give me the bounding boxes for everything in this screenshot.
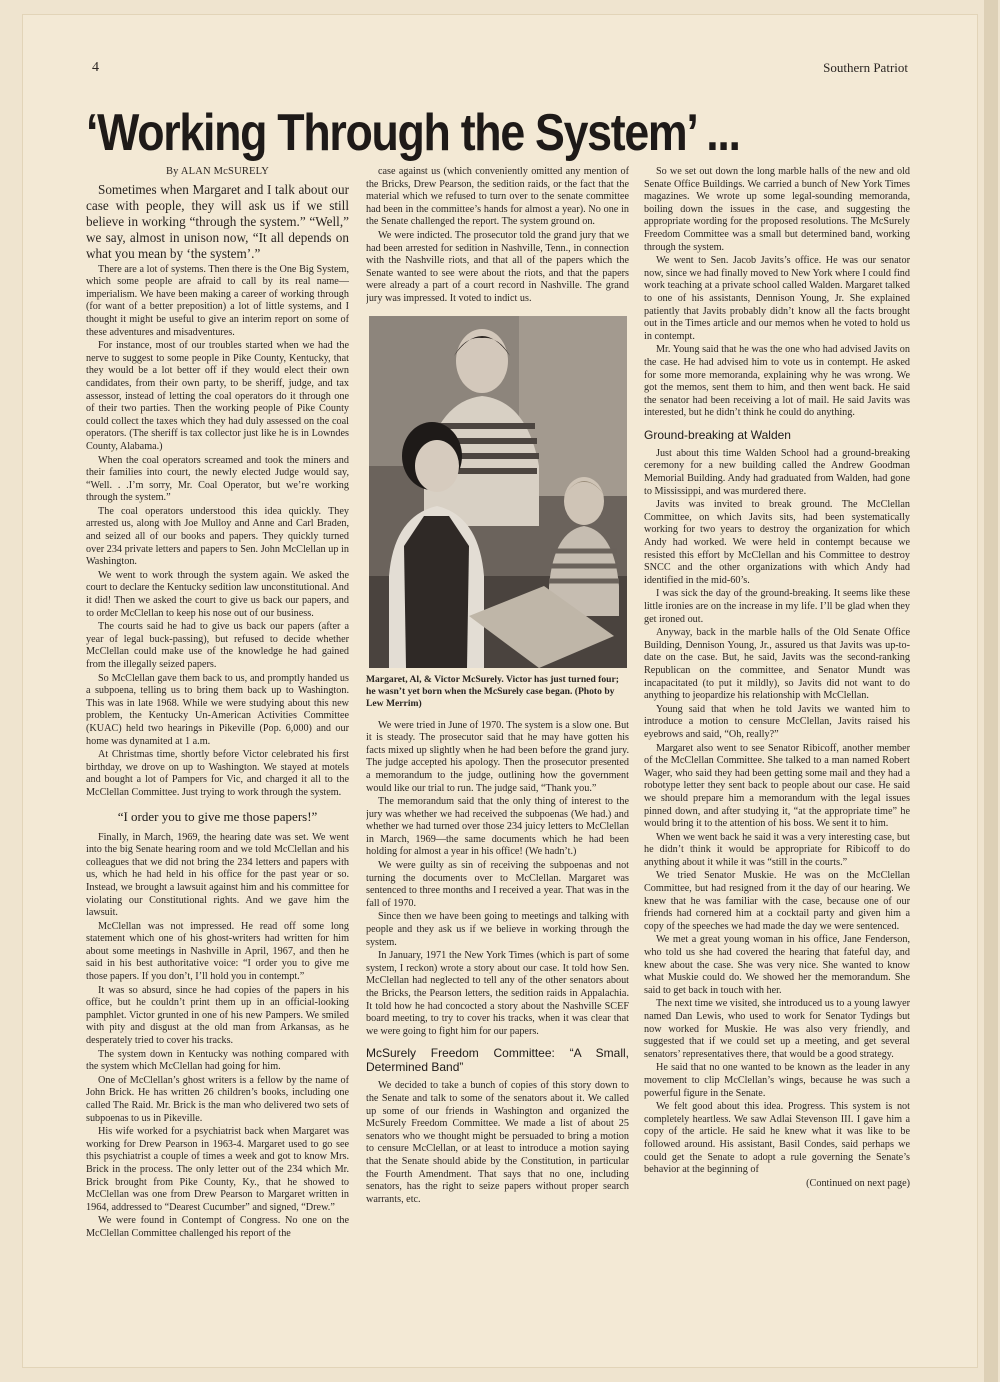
paragraph: The next time we visited, she introduced us to a young lawyer named Dan Lewis, who used to work for Senator Tydings but now worked for Muskie. He was also very friendly, and suggested that if we could set up a meeting, and get several senators’ representatives there, that would be a good strategy. xyxy=(644,998,910,1060)
paragraph: The memorandum said that the only thing of interest to the jury was whether we had received the subpoenas (We had.) and whether we had turned over those 234 juicy letters to McClellan in March, 1969—the same documents which he had been holding for almost a year in his office! (We hadn’t.) xyxy=(366,796,629,858)
family-photo xyxy=(369,316,627,668)
family-photo-illustration xyxy=(369,316,627,668)
paragraph: For instance, most of our troubles started when we had the nerve to suggest to some people in Pike County, Kentucky, that they would be a lot better off if they would elect their own candidates, from their own party, to be sheriff, judge, and tax assessor, instead of letting the coal operators do it through one of their two parties. Then the working people of Pike County could collect the taxes which they had duly assessed on the coal operators. (The sheriff is tax collector just like he is in Lowndes County, Alabama.) xyxy=(86,340,349,452)
paragraph: There are a lot of systems. Then there is the One Big System, which some people are afraid to call by its real name—imperialism. We have been making a career of working through (for want of a better preposition) a lot of little systems, and I thought it might be useful to give an interim report on some of these adventures and misadventures. xyxy=(86,263,349,338)
paragraph: Young said that when he told Javits we wanted him to introduce a motion to censure McClellan, Javits raised his eyebrows and said, “Oh, really?” xyxy=(644,703,910,740)
subheading: “I order you to give me those papers!” xyxy=(117,808,318,824)
continued-note: (Continued on next page) xyxy=(806,1177,910,1189)
byline: By ALAN McSURELY xyxy=(165,166,270,177)
publication-name: Southern Patriot xyxy=(823,60,908,75)
paragraph: Since then we have been going to meetings and talking with people and they ask us if we believe in working through the system. xyxy=(366,911,629,948)
paragraph: It was so absurd, since he had copies of the papers in his office, but he couldn’t print them up in an official-looking pamphlet. Victor grunted in one of his new Pampers. We smiled with pity and disgust at the old man from Arkansas, as he desperately tried to cover his tracks. xyxy=(86,984,349,1047)
paragraph: When we went back he said it was a very interesting case, but he didn’t think it would be appropriate for Ribicoff to do anything about it while it was “still in the courts.” xyxy=(644,831,910,868)
paragraph: We went to work through the system again. We asked the court to declare the Kentucky sedition law unconstitutional. And it did! Then we asked the court to give us back our papers, and to order McClellan to keep his nose out of our business. xyxy=(86,569,349,619)
paragraph: When the coal operators screamed and took the miners and their families into court, the newly elected Judge would say, “Well. . .I’m sorry, Mr. Coal Operator, but we’re working through the system.” xyxy=(86,454,349,504)
headline: ‘Working Through the System’ ... xyxy=(86,104,740,162)
paragraph: I was sick the day of the ground-breaking. It seems like these little ironies are on the increase in my life. I’ll be glad when they get ironed out. xyxy=(644,588,910,625)
column-1 xyxy=(86,166,349,1306)
paragraph: Sometimes when Margaret and I talk about our case with people, they will ask us if we still believe in working “through the system.” “Well,” we say, almost in unison now, “It all depends on what you mean by ‘the system’.” xyxy=(86,181,349,261)
photo-caption: Margaret, Al, & Victor McSurely. Victor has just turned four; he wasn’t yet born when the McSurely case began. (Photo by Lew Merrim) xyxy=(366,673,619,709)
paragraph: We were found in Contempt of Congress. No one on the McClellan Committee challenged his report of the xyxy=(86,1215,349,1239)
page-number: 4 xyxy=(92,60,99,75)
paragraph: One of McClellan’s ghost writers is a fellow by the name of John Brick. He has written 26 children’s books, including one called The Raid. Mr. Brick is the man who delivered two sets of subpoenas to us in Pikeville. xyxy=(86,1074,349,1124)
paragraph: We were guilty as sin of receiving the subpoenas and not turning the documents over to McClellan. Margaret was sentenced to three months and I received a year. That was in the fall of 1970. xyxy=(366,860,629,909)
paragraph: Finally, in March, 1969, the hearing date was set. We went into the big Senate hearing room and we told McClellan and his colleagues that we did not bring the 234 letters and papers with us, which he had held in his office for the past year or so. Instead, we brought a lawsuit against him and his committee for violating our Constitutional rights. And we gave him the lawsuit. xyxy=(86,831,349,919)
paragraph: In January, 1971 the New York Times (which is part of some system, I reckon) wrote a story about our case. It told how Sen. McClellan had neglected to tell any of the other senators about the Bricks, the Pearson letters, the sedition raids in Appalachia. It told how he had concocted a story about the Nashville SCEF board meeting, to try to cover his tracks, when it was clear that we were going to fight him for our papers. xyxy=(366,950,629,1037)
paragraph: The courts said he had to give us back our papers (after a year of legal buck-passing), but refused to decide whether McClellan could make use of the knowledge he had gained from the illegally seized papers. xyxy=(86,621,349,670)
paragraph: His wife worked for a psychiatrist back when Margaret was working for Drew Pearson in 1963-4. Margaret used to go see this psychiatrist a couple of times a week and got to know Mrs. Brick in the process. The only letter out of the 234 which Mr. Brick brought from Pike County, Ky., that he showed to McClellan was one from Drew Pearson to Margaret written in 1964, addressed to “Dearest Cucumber” and signed, “Drew.” xyxy=(86,1126,349,1213)
subheading: McSurely Freedom Committee: “A Small, Determined Band” xyxy=(366,1046,629,1075)
paragraph: We met a great young woman in his office, Jane Fenderson, who told us she had covered the hearing that fateful day, and knew about the case. She was very nice. She wanted to know what Muskie could do. We showed her the memorandum. She said to get back in touch with her. xyxy=(644,934,910,996)
paragraph: We went to Sen. Jacob Javits’s office. He was our senator now, since we had finally moved to New York where I could find work teaching at a private school called Walden. Margaret talked to one of his assistants, Dennison Young, Jr. She explained patiently that Javits probably didn’t know all the facts brought out in the Times article and our memos when he voted to hold us in contempt. xyxy=(644,255,910,342)
paragraph: The coal operators understood this idea quickly. They arrested us, along with Joe Mulloy and Anne and Carl Braden, and seized all of our books and papers. They quickly turned over 234 private letters and papers to Sen. John McClellan up in Washington. xyxy=(86,505,349,568)
paragraph: Margaret also went to see Senator Ribicoff, another member of the McClellan Committee. She talked to a man named Robert Wager, who said they had been getting some mail and they had a robotype letter they sent back to people about our case. He said we should prepare him a memorandum with the legal issues pinned down, and after studying it, “at the appropriate time” he would bring it to the attention of his boss. We sent it to him. xyxy=(644,742,910,830)
page-edge xyxy=(984,0,998,1382)
paragraph: Javits was invited to break ground. The McClellan Committee, on which Javits sits, had been systematically working for two years to destroy the organization for which Andy had worked. We were held in contempt because we resisted this effort by McClellan and his Committee to destroy SNCC and the other organizations with which Andy had identified in the mid-60’s. xyxy=(644,499,910,586)
paragraph: case against us (which conveniently omitted any mention of the Bricks, Drew Pearson, the sedition raids, or the fact that the material which we refused to turn over to the senate committee had been in the committee’s hands for almost a year). No one in the Senate challenged the report. The system ground on. xyxy=(366,166,629,228)
paragraph: McClellan was not impressed. He read off some long statement which one of his ghost-writers had written for him about some meetings in Nashville in April, 1967, and then he said in his best authoritative voice: “I order you to give me those papers. If you don’t, I’ll hold you in contempt.” xyxy=(86,920,349,983)
paragraph: So McClellan gave them back to us, and promptly handed us a subpoena, telling us to bring them back up to Washington. This was in late 1968. While we were studying about this new problem, the Kentucky Un-American Activities Committee (KUAC) held two hearings in Pikeville (Pop. 6,000) and our home was dynamited at 1 a.m. xyxy=(86,672,349,747)
paragraph: We decided to take a bunch of copies of this story down to the Senate and talk to some of the senators about it. We called up some of our friends in Washington and organized the McSurely Freedom Committee. We made a list of about 25 senators who we thought might be persuaded to bring a motion to censure McClellan, or at least to introduce a motion saying that the Senate should abide by the Constitution, in particular the Fourth Amendment. That says that no one, including senators, has the right to seize papers without proper search warrants, etc. xyxy=(366,1080,629,1205)
paragraph: Anyway, back in the marble halls of the Old Senate Office Building, Dennison Young, Jr., assured us that Javits was up-to-date on the case. But, he said, Javits was the second-ranking Republican on the committee, and Senator Mundt was incapacitated (to put it mildly), so Javits did not want to do anything to jeopardize his relationship with McClellan. xyxy=(644,627,910,702)
subheading: Ground-breaking at Walden xyxy=(644,427,791,442)
paragraph: We were tried in June of 1970. The system is a slow one. But it is steady. The prosecutor said that he may have gotten his facts mixed up slightly when he had been before the grand jury. The judge accepted his apology. Then the prosecutor presented a memorandum to the judge, outlining how the government would like our trial to run. The judge said, “Thank you.” xyxy=(366,719,629,794)
column-2 xyxy=(366,166,629,1306)
paragraph: He said that no one wanted to be known as the leader in any movement to clip McClellan’s wings, because he was such a powerful figure in the Senate. xyxy=(644,1062,910,1099)
paragraph: We felt good about this idea. Progress. This system is not completely heartless. We saw Adlai Stevenson III. I gave him a copy of the article. He said he knew what it was like to be followed around. His assistant, Basil Condes, said perhaps we could get the Senate to adopt a rule governing the Senate’s behavior at the beginning of xyxy=(644,1101,910,1176)
paragraph: At Christmas time, shortly before Victor celebrated his first birthday, we drove on up to Washington. We stayed at motels and bought a lot of Pampers for Vic, and charged it all to the McClellan Committee. Just trying to work through the system. xyxy=(86,749,349,798)
paragraph: Mr. Young said that he was the one who had advised Javits on the case. He had advised him to vote us in contempt. He asked for some more memoranda, explaining why he was wrong. We got the memos, sent them to him, and then went back. He said the senator had been receiving a lot of mail. He said Javits was interested, but he didn’t think he could do anything. xyxy=(644,344,910,419)
paragraph: We were indicted. The prosecutor told the grand jury that we had been arrested for sedition in Nashville, Tenn., in connection with the Nashville riots, and that all of the papers which the Senate wanted to see were about the riots, and that the papers were already a part of a court record in Nashville. The grand jury was impressed. It voted to indict us. xyxy=(366,229,629,304)
paragraph: The system down in Kentucky was nothing compared with the system which McClellan had going for him. xyxy=(86,1048,349,1073)
paragraph: We tried Senator Muskie. He was on the McClellan Committee, but had resigned from it the day of our hearing. We knew that he was familiar with the case, because one of our friends had cornered him at a cocktail party and given him a copy of the speeches we had made the day we were sentenced. xyxy=(644,870,910,932)
paragraph: So we set out down the long marble halls of the new and old Senate Office Buildings. We carried a bunch of New York Times magazines. We wrote up some legal-sounding memoranda, boiling down the issues in the case, and suggesting the appropriate wording for the proposed resolutions. The McSurely Freedom Committee was a small but determined band, working through the system. xyxy=(644,166,910,253)
column-3 xyxy=(644,166,910,1306)
paragraph: Just about this time Walden School had a ground-breaking ceremony for a new building called the Andrew Goodman Memorial Building. Andy had graduated from Walden, had gone to Mississippi, and was murdered there. xyxy=(644,447,910,497)
